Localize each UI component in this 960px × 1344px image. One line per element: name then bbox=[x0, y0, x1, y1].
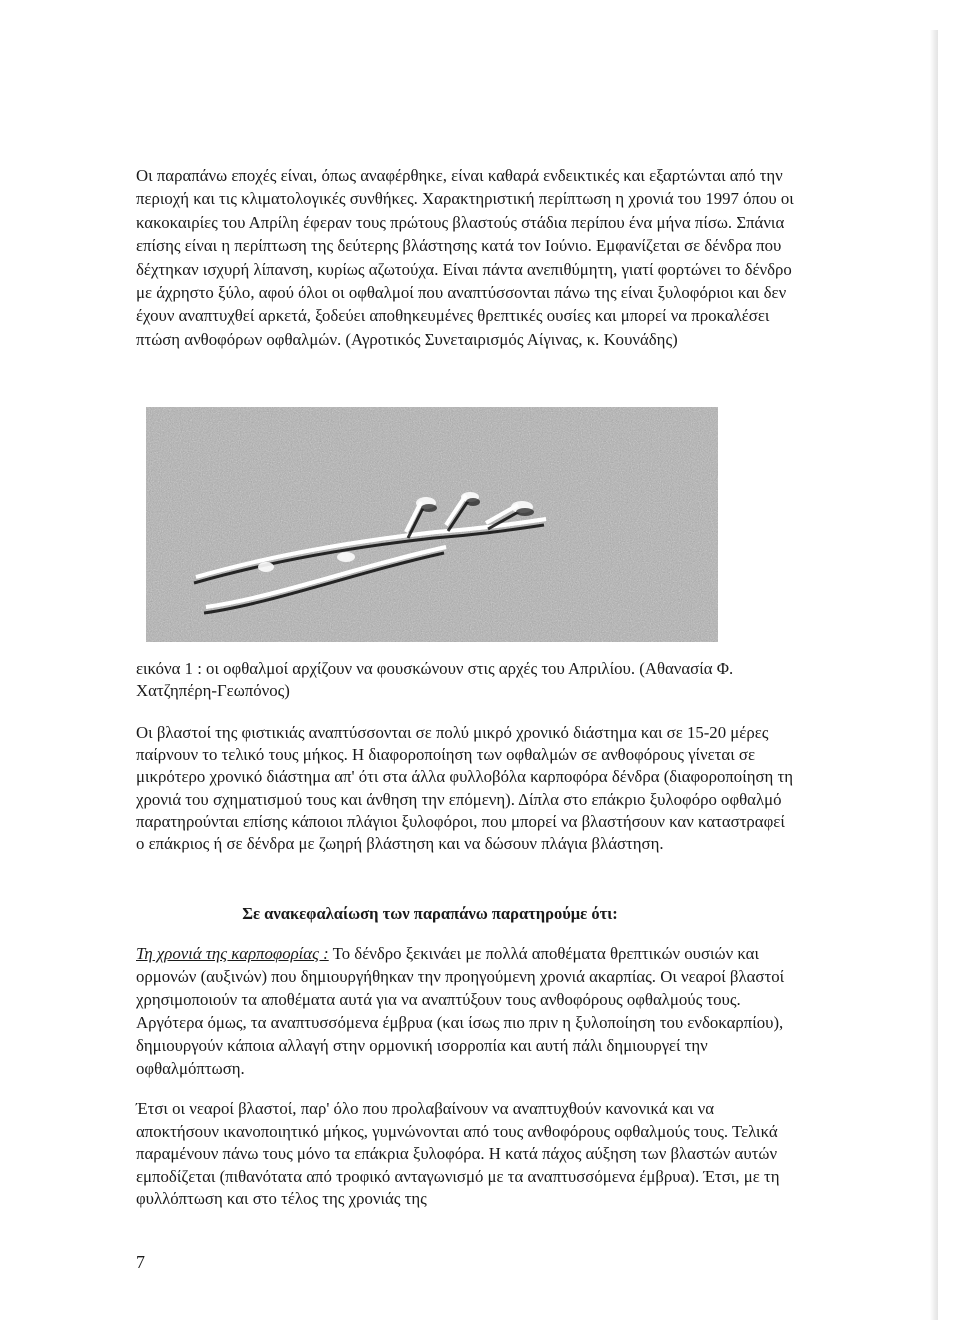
figure-caption: εικόνα 1 : οι οφθαλμοί αρχίζουν να φουσκώνουν στις αρχές του Απριλίου. (Αθανασία Φ. Χατζηπέρη-Γεωπόνος) bbox=[136, 659, 734, 700]
section-heading bbox=[0, 904, 960, 924]
paragraph-shoot-growth: Οι βλαστοί της φιστικιάς αναπτύσσονται σε πολύ μικρό χρονικό διάστημα και σε 15-20 μέρες παίρνουν το τελικό τους μήκος. Η διαφοροποίηση των οφθαλμών σε ανθοφόρους γίνεται σε μικρότερο χρονικό διάστημα απ' ότι στα άλλα φυλλοβόλα καρποφόρα δένδρα (διαφοροποίηση τη χρονιά του σχηματισμού τους και άνθηση την επόμενη). Δίπλα στο επάκριο ξυλοφόρο οφθαλμό παρατηρούνται επίσης κάποιοι πλάγιοι ξυλοφόροι, που μπορεί να βλαστήσουν καν καταστραφεί ο επάκριος ή σε δένδρα με ζωηρή βλάστηση και να δώσουν πλάγια βλάστηση. bbox=[136, 723, 794, 854]
paragraph-bud-seasons: Οι παραπάνω εποχές είναι, όπως αναφέρθηκε, είναι καθαρά ενδεικτικές και εξαρτώνται από την περιοχή και τις κλιματολογικές συνθήκες. Χαρακτηριστική περίπτωση η χρονιά του 1997 όπου οι κακοκαιρίες του Απρίλη έφεραν τους πρώτους βλαστούς στάδια περίπου ένα μήνα πίσω. Σπάνια επίσης είναι η περίπτωση της δεύτερης βλάστησης κατά τον Ιούνιο. Εμφανίζεται σε δένδρα που δέχτηκαν ισχυρή λίπανση, κυρίως αζωτούχα. Είναι πάντα ανεπιθύμητη, γιατί φορτώνει το δένδρο με άχρηστο ξύλο, αφού όλοι οι οφθαλμοί που αναπτύσσονται πάνω της είναι ξυλοφόριοι και δεν έχουν αναπτυχθεί αρκετά, ξοδεύει αποθηκευμένες θρεπτικές ουσίες και μπορεί να προκαλέσει πτώση ανθοφόρων οφθαλμών. (Αγροτικός Συνεταιρισμός Αίγινας, κ. Κουνάδης) bbox=[136, 166, 794, 349]
fruiting-year-text: Το δένδρο ξεκινάει με πολλά αποθέματα θρεπτικών ουσιών και ορμονών (αυξινών) που δημιουργήθηκαν την προηγούμενη χρονιά ακαρπίας. Οι νεαροί βλαστοί χρησιμοποιούν τα αποθέματα αυτά για να αναπτύξουν τους ανθοφόρους οφθαλμούς τους. Αργότερα όμως, τα αναπτυσσόμενα έμβρυα (και ίσως πιο πριν η ξυλοποίηση του ενδοκαρπίου), δημιουργούν κάποια αλλαγή στην ορμονική ισορροπία και αυτή πάλι δημιουργεί την οφθαλμόπτωση. bbox=[136, 944, 785, 1078]
branch-buds-photo bbox=[146, 407, 718, 642]
paragraph-young-shoots: Έτσι οι νεαροί βλαστοί, παρ' όλο που προλαβαίνουν να αναπτυχθούν κανονικά και να αποκτήσουν ικανοποιητικό μήκος, γυμνώνονται από τους ανθοφόρους οφθαλμούς τους. Τελικά παραμένουν πάνω τους μόνο τα επάκρια ξυλοφόρα. Η κατά πάχος αύξηση των βλαστών αυτών εμποδίζεται (πιθανότατα από τροφικό ανταγωνισμό με τα αναπτυσσόμενα έμβρυα). Έτσι, με τη φυλλόπτωση και στο τέλος της χρονιάς της bbox=[136, 1099, 780, 1209]
page-number: 7 bbox=[136, 1252, 145, 1272]
scan-edge-shadow bbox=[930, 30, 938, 1320]
paragraph-fruiting-year bbox=[136, 942, 796, 1080]
section-heading-text: Σε ανακεφαλαίωση των παραπάνω παρατηρούμε ότι: bbox=[242, 904, 618, 923]
fruiting-year-lead: Τη χρονιά της καρποφορίας : bbox=[136, 944, 329, 963]
